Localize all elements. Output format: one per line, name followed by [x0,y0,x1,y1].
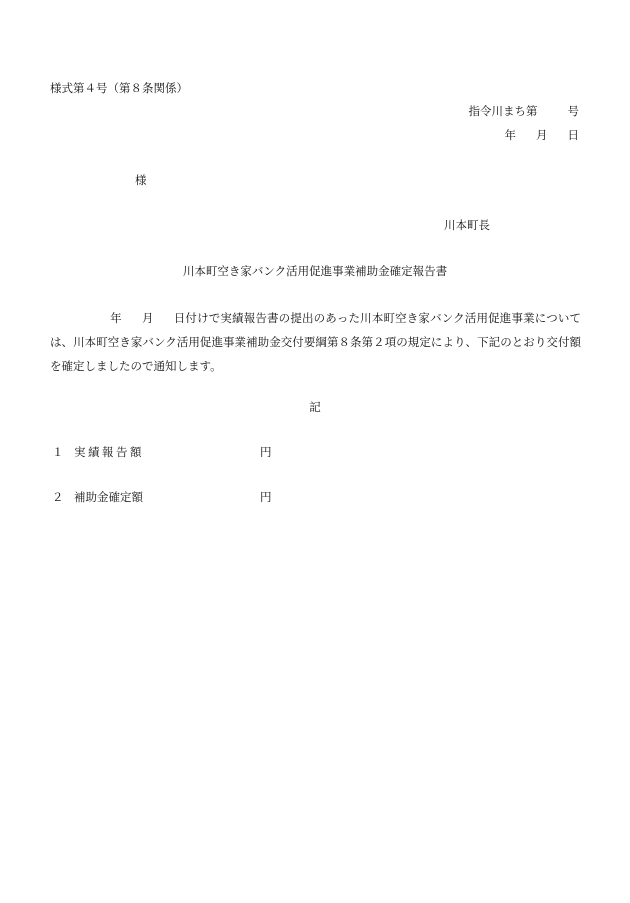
reference-suffix: 号 [567,104,579,118]
body-year: 年 [110,311,122,325]
body-text: 日付けで実績報告書の提出のあった川本町空き家バンク活用促進事業については、川本町空き家バンク活用促進事業補助金交付要綱第８条第２項の規定により、下記のとおり交付額を確定しましたので通知します。 [50,311,582,373]
form-number: 様式第４号（第８条関係） [50,81,188,95]
item-number: １ [52,445,64,459]
body-month: 月 [141,311,154,325]
body-paragraph [50,306,581,378]
date-day: 日 [567,128,579,142]
ki-heading: 記 [309,400,321,414]
date-month: 月 [536,128,548,142]
item-unit: 円 [260,490,272,504]
reference-prefix: 指令川まち第 [468,104,538,118]
reference-number [469,106,580,118]
date-year: 年 [504,128,516,142]
list-item [52,447,272,459]
issue-date [505,130,580,142]
item-number: ２ [52,490,64,504]
document-title: 川本町空き家バンク活用促進事業補助金確定報告書 [182,264,448,278]
recipient: 様 [135,173,147,187]
item-label: 実績報告額 [74,445,144,459]
sender: 川本町長 [444,218,490,232]
list-item [52,492,272,504]
item-label: 補助金確定額 [74,490,143,504]
item-unit: 円 [260,445,272,459]
